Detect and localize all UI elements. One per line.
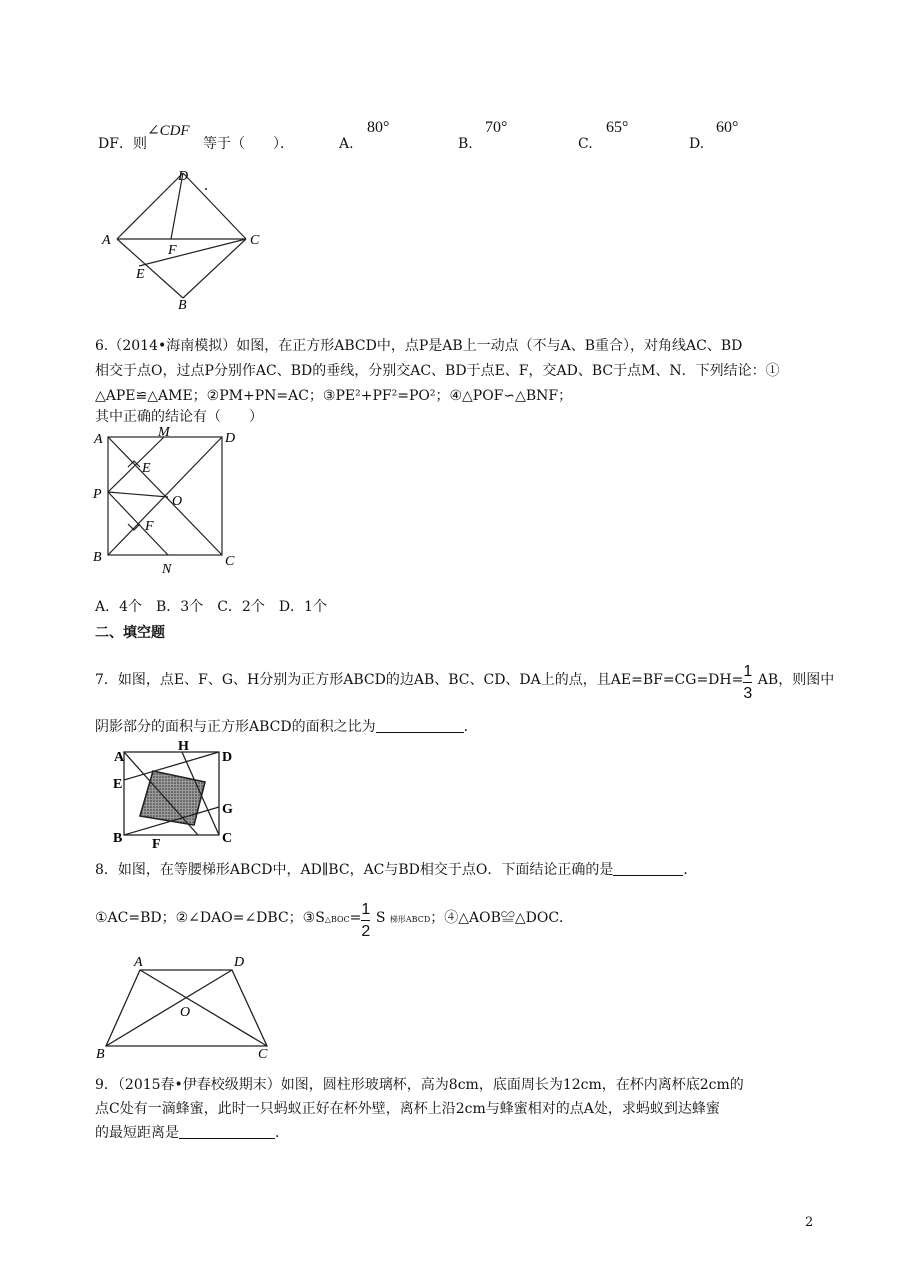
- section-title: 二、填空题: [95, 625, 165, 641]
- q7-label-c: C: [222, 831, 233, 846]
- q8-label-b: B: [96, 1047, 105, 1062]
- q9-answer-blank[interactable]: [179, 1124, 275, 1139]
- q8-eq: =: [349, 910, 362, 926]
- q9-line3: [95, 1123, 289, 1143]
- q8-answer-blank[interactable]: [613, 861, 683, 876]
- q6-line3: △APE≌△AME；②PM+PN=AC；③PE²+PF²=PO²；④△POF∽△BNF；: [95, 388, 573, 404]
- q7-line2-text: 阴影部分的面积与正方形ABCD的面积之比为: [95, 719, 376, 735]
- q5-label-d: D: [178, 169, 189, 184]
- q6-line1: 6.（2014•海南模拟）如图，在正方形ABCD中，点P是AB上一动点（不与A、B重合），对角线AC、BD: [95, 338, 743, 354]
- q5-text: [98, 134, 147, 154]
- q6-segment-po: [108, 492, 168, 497]
- q6-label-b: B: [93, 550, 102, 565]
- q5-label-b: B: [178, 298, 187, 312]
- q5-prefix: DF．则: [98, 136, 147, 152]
- q7-line1: [95, 663, 835, 702]
- q6-square-figure: [88, 424, 248, 578]
- q8-line2-b: ；④△AOB≌△DOC．: [430, 910, 574, 926]
- q8-line1-text: 8．如图，在等腰梯形ABCD中，AD∥BC，AC与BD相交于点O．下面结论正确的是: [95, 862, 614, 878]
- q5-label-f: F: [168, 243, 177, 258]
- q8-line2: [95, 901, 574, 940]
- q8-label-c: C: [258, 1047, 268, 1062]
- q7-line2: [95, 717, 478, 737]
- q9-line2: 点C处有一滴蜂蜜，此时一只蚂蚁正好在杯外壁，离杯上沿2cm与蜂蜜相对的点A处，求蚂蚁到达蜂蜜: [95, 1101, 720, 1117]
- q5-edge-dc: [183, 173, 246, 239]
- q8-line1-end: ．: [683, 862, 698, 878]
- q6-right-angle-f: [128, 524, 140, 530]
- q9-line3-end: ．: [275, 1125, 289, 1141]
- q6-line2: 相交于点O，过点P分别作AC、BD的垂线，分别交AC、BD于点E、F，交AD、BC于点M、N．下列结论：①: [95, 363, 780, 379]
- q5-option-a-value: 80°: [367, 119, 390, 136]
- q8-frac-den: 2: [361, 923, 371, 940]
- q5-label-e: E: [136, 267, 145, 282]
- q7-label-a: A: [114, 750, 125, 765]
- q7-label-g: G: [222, 802, 233, 817]
- q8-s2: S: [375, 910, 386, 926]
- q5-option-c-value: 65°: [606, 119, 629, 136]
- q6-label-m: M: [158, 425, 170, 440]
- q8-diagonal-bd: [106, 970, 232, 1046]
- q5-angle: ∠CDF: [147, 123, 190, 139]
- q5-suffix: 等于（ ）．: [203, 136, 294, 152]
- q8-frac-num: 1: [361, 901, 371, 918]
- q7-label-h: H: [178, 740, 189, 754]
- q9-line1: 9．（2015春•伊春校级期末）如图，圆柱形玻璃杯，高为8cm，底面周长为12cm，在杯内离杯底2cm的: [95, 1077, 744, 1093]
- q5-option-d-value: 60°: [716, 119, 739, 136]
- q5-label-c: C: [250, 233, 260, 248]
- q5-segment-ec: [139, 239, 246, 266]
- q6-options: A．4个 B．3个 C．2个 D．1个: [95, 599, 327, 615]
- q8-diagonal-ac: [140, 970, 267, 1046]
- q7-square-figure: [108, 740, 238, 850]
- q7-shaded-region: [140, 771, 205, 825]
- q9-line3-text: 的最短距离是: [95, 1125, 179, 1141]
- q7-label-f: F: [152, 837, 161, 850]
- q8-line2-a: ①AC=BD；②∠DAO=∠DBC；③S: [95, 910, 325, 926]
- q5-label-a: A: [102, 233, 111, 248]
- q7-frac-den: 3: [743, 685, 753, 702]
- q8-trapezoid-figure: [92, 950, 282, 1062]
- q7-line2-end: ．: [463, 719, 478, 735]
- q5-option-b-letter: B.: [458, 136, 473, 152]
- q8-label-d: D: [234, 955, 245, 970]
- q7-label-b: B: [113, 831, 123, 846]
- q8-label-a: A: [134, 955, 143, 970]
- page-number: 2: [805, 1215, 814, 1230]
- q8-line1: [95, 860, 697, 880]
- q8-sub-trapezoid: 梯形ABCD: [389, 915, 431, 924]
- q6-label-d: D: [225, 431, 236, 446]
- q6-label-f: F: [145, 519, 154, 534]
- q5-option-d-letter: D.: [689, 136, 705, 152]
- q5-edge-cb: [183, 239, 246, 298]
- q6-label-c: C: [225, 554, 235, 569]
- q8-label-o: O: [180, 1005, 191, 1020]
- q6-label-n: N: [162, 562, 172, 577]
- q6-label-p: P: [93, 487, 102, 502]
- q5-rhombus-figure: [96, 162, 266, 312]
- q7-frac-num: 1: [743, 663, 753, 680]
- q5-option-a-letter: A.: [339, 136, 354, 152]
- q6-label-e: E: [142, 461, 151, 476]
- q7-label-e: E: [113, 777, 123, 792]
- q5-option-c-letter: C.: [578, 136, 593, 152]
- q8-sub-boc: △BOC: [324, 915, 350, 924]
- q7-answer-blank[interactable]: [376, 718, 464, 733]
- q7-line1-after: AB，则图中: [757, 672, 835, 688]
- q6-label-o: O: [172, 494, 183, 509]
- q6-line4: 其中正确的结论有（ ）: [95, 409, 263, 425]
- q7-line1-before: 7．如图，点E、F、G、H分别为正方形ABCD的边AB、BC、CD、DA上的点，且AE=BF=CG=DH=: [95, 672, 744, 688]
- q6-label-a: A: [94, 432, 103, 447]
- q7-label-d: D: [222, 750, 233, 765]
- q5-option-b-value: 70°: [485, 119, 508, 136]
